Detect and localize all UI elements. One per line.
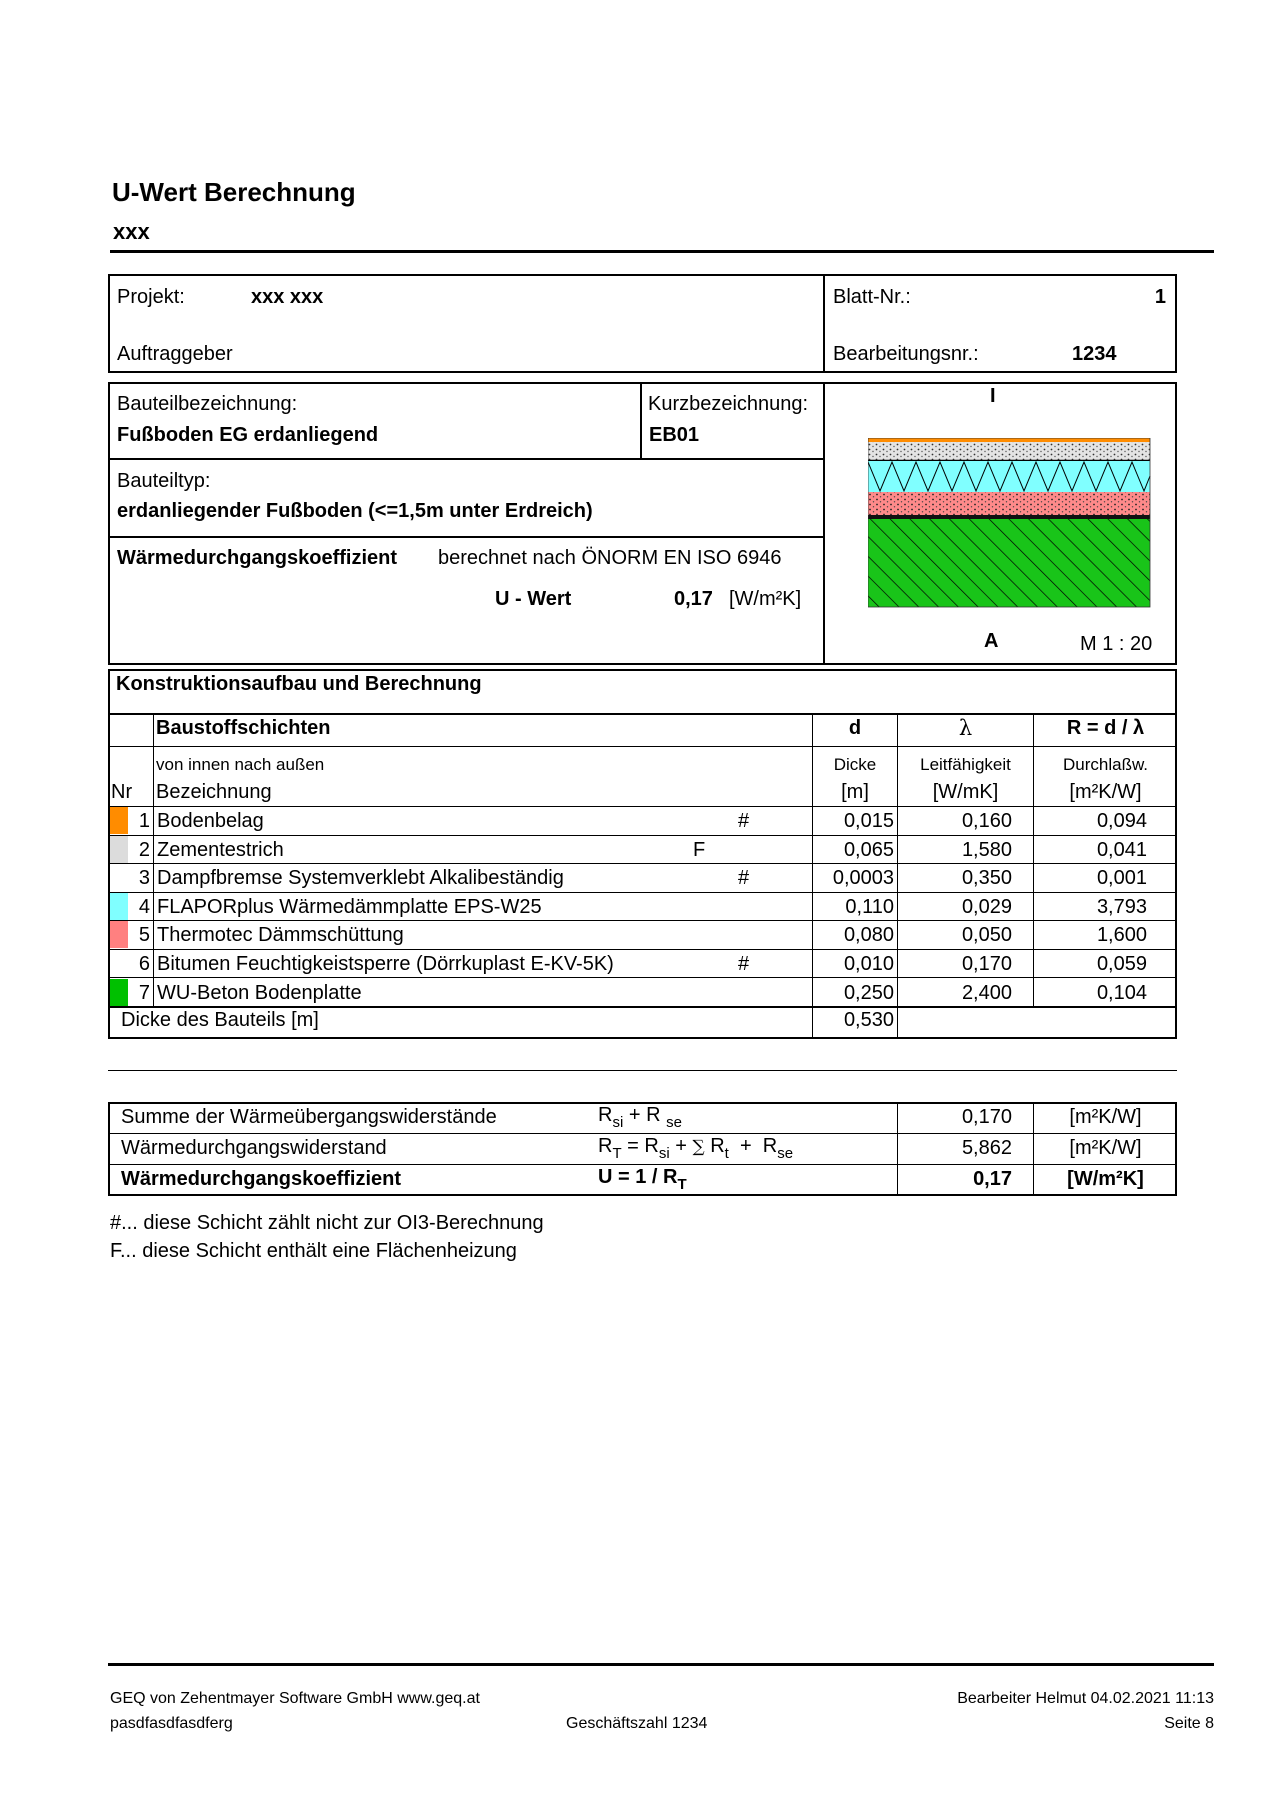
layer-thickness: 0,015 xyxy=(843,810,894,832)
layer-resistance: 0,041 xyxy=(1096,839,1147,861)
layer-conductivity: 0,029 xyxy=(961,896,1012,918)
layer-name: Bitumen Feuchtigkeistsperre (Dörrkuplast E-KV-5K) xyxy=(157,953,614,975)
kurz-divider xyxy=(640,382,642,459)
footer-rule xyxy=(108,1663,1214,1666)
auftraggeber-label: Auftraggeber xyxy=(117,343,233,365)
layer-nr: 3 xyxy=(138,867,150,889)
layer-color-swatch xyxy=(110,921,128,948)
layer-name: Dampfbremse Systemverklebt Alkalibeständig xyxy=(157,867,564,889)
footer-bearbeiter: Bearbeiter Helmut 04.02.2021 11:13 xyxy=(957,1690,1214,1707)
layer-nr: 4 xyxy=(138,896,150,918)
layer-nr: 6 xyxy=(138,953,150,975)
layer-flag-heizung: F xyxy=(693,839,706,861)
rt-label: Wärmedurchgangswiderstand xyxy=(121,1137,387,1159)
blatt-value: 1 xyxy=(1154,286,1166,308)
layer-thickness: 0,065 xyxy=(843,839,894,861)
component-divider xyxy=(823,382,825,665)
note-oi3: #... diese Schicht zählt nicht zur OI3-Berechnung xyxy=(110,1212,544,1234)
unit-lambda: [W/mK] xyxy=(932,781,999,803)
layer-flag-oi3: # xyxy=(738,953,750,975)
summe-value: 0,170 xyxy=(961,1106,1012,1128)
layer-color-swatch xyxy=(110,864,128,891)
layer-conductivity: 1,580 xyxy=(961,839,1012,861)
layer-thickness: 0,080 xyxy=(843,924,894,946)
bez-rule xyxy=(108,458,824,460)
rt-value: 5,862 xyxy=(961,1137,1012,1159)
projekt-value: xxx xxx xyxy=(251,286,324,308)
unit-d: [m] xyxy=(841,781,869,803)
layer-nr: 2 xyxy=(138,839,150,861)
layer-thickness: 0,110 xyxy=(845,896,894,918)
col-header-lambda: λ xyxy=(958,716,973,740)
layer-7-beton xyxy=(868,519,1150,607)
layer-resistance: 0,059 xyxy=(1096,953,1147,975)
layer-name: Zementestrich xyxy=(157,839,284,861)
col-header-r: R = d / λ xyxy=(1066,717,1145,739)
layer-resistance: 1,600 xyxy=(1096,924,1147,946)
layer-conductivity: 0,170 xyxy=(961,953,1012,975)
summe-label: Summe der Wärmeübergangswiderstände xyxy=(121,1106,497,1128)
col-header-leitfaehigkeit: Leitfähigkeit xyxy=(920,755,1011,774)
layer-nr: 7 xyxy=(138,982,150,1004)
diagram-bottom-label: A xyxy=(984,630,999,652)
bauteilbezeichnung-value: Fußboden EG erdanliegend xyxy=(117,424,379,446)
diagram-scale: M 1 : 20 xyxy=(1080,633,1153,655)
projekt-label: Projekt: xyxy=(117,286,185,308)
typ-rule xyxy=(108,536,824,538)
layer-name: Bodenbelag xyxy=(157,810,264,832)
layer-color-swatch xyxy=(110,950,128,977)
layer-2-zementestrich xyxy=(868,442,1150,460)
layer-color-swatch xyxy=(110,836,128,863)
project-divider xyxy=(823,274,825,373)
layer-thickness: 0,0003 xyxy=(832,867,894,889)
layer-conductivity: 0,160 xyxy=(961,810,1012,832)
table-title: Konstruktionsaufbau und Berechnung xyxy=(116,673,482,695)
footer-page: Seite 8 xyxy=(1164,1715,1214,1732)
layer-thickness: 0,010 xyxy=(843,953,894,975)
layer-thickness: 0,250 xyxy=(843,982,894,1004)
kurzbezeichnung-label: Kurzbezeichnung: xyxy=(648,393,809,415)
layer-conductivity: 0,050 xyxy=(961,924,1012,946)
page-title: U-Wert Berechnung xyxy=(112,177,356,207)
layer-conductivity: 2,400 xyxy=(961,982,1012,1004)
dicke-value: 0,530 xyxy=(843,1009,894,1031)
u-unit: [W/m²K] xyxy=(1067,1168,1144,1190)
u-wert-value: 0,17 xyxy=(674,588,713,610)
layer-5-daemmschuettung xyxy=(868,492,1150,515)
layer-color-swatch xyxy=(110,979,128,1006)
col-header-order: von innen nach außen xyxy=(156,755,325,774)
kurzbezeichnung-value: EB01 xyxy=(649,424,700,446)
footer-company: GEQ von Zehentmayer Software GmbH www.geq.at xyxy=(110,1690,480,1707)
calculation-method: berechnet nach ÖNORM EN ISO 6946 xyxy=(438,547,782,569)
col-header-durchlasswiderstand: Durchlaßw. xyxy=(1062,755,1149,774)
layer-nr: 1 xyxy=(138,810,150,832)
col-header-nr: Nr xyxy=(111,781,133,803)
header-rule xyxy=(110,250,1214,253)
bauteiltyp-value: erdanliegender Fußboden (<=1,5m unter Erdreich) xyxy=(117,500,593,522)
u-label: Wärmedurchgangskoeffizient xyxy=(121,1168,402,1190)
bearbeitungsnr-value: 1234 xyxy=(1072,343,1117,365)
layer-6-bitumen xyxy=(868,515,1150,519)
summe-unit: [m²K/W] xyxy=(1069,1106,1142,1128)
layer-resistance: 0,001 xyxy=(1096,867,1147,889)
bauteiltyp-label: Bauteiltyp: xyxy=(117,470,211,492)
dicke-label: Dicke des Bauteils [m] xyxy=(121,1009,319,1031)
u-wert-label: U - Wert xyxy=(495,588,572,610)
layer-nr: 5 xyxy=(138,924,150,946)
unit-r: [m²K/W] xyxy=(1069,781,1142,803)
rt-formula: $R_T = R_{si}$ + ∑ $R_t + R_{se}$ xyxy=(598,1135,794,1162)
layer-cross-section xyxy=(868,438,1154,610)
layer-name: WU-Beton Bodenplatte xyxy=(157,982,362,1004)
layer-color-swatch xyxy=(110,807,128,834)
layer-flag-oi3: # xyxy=(738,810,750,832)
waermedurchgangskoeffizient-label: Wärmedurchgangskoeffizient xyxy=(117,547,398,569)
diagram-top-label: I xyxy=(990,385,996,407)
layer-name: Thermotec Dämmschüttung xyxy=(157,924,404,946)
layer-resistance: 0,104 xyxy=(1096,982,1147,1004)
layer-resistance: 3,793 xyxy=(1096,896,1147,918)
bauteilbezeichnung-label: Bauteilbezeichnung: xyxy=(117,393,298,415)
col-header-bezeichnung: Bezeichnung xyxy=(156,781,272,803)
footer-left-2: pasdfasdfasdferg xyxy=(110,1715,233,1732)
layer-resistance: 0,094 xyxy=(1096,810,1147,832)
layer-name: FLAPORplus Wärmedämmplatte EPS-W25 xyxy=(157,896,542,918)
note-flaechenheizung: F... diese Schicht enthält eine Flächenheizung xyxy=(110,1240,517,1262)
layer-color-swatch xyxy=(110,893,128,920)
u-formula: $U = 1 / R_T$ xyxy=(598,1166,687,1193)
col-header-d: d xyxy=(848,717,862,739)
layer-flag-oi3: # xyxy=(738,867,750,889)
blatt-label: Blatt-Nr.: xyxy=(833,286,911,308)
footer-geschaeftszahl: Geschäftszahl 1234 xyxy=(566,1715,708,1732)
layer-conductivity: 0,350 xyxy=(961,867,1012,889)
layer-1-bodenbelag xyxy=(868,438,1150,442)
u-wert-unit: [W/m²K] xyxy=(729,588,802,610)
col-header-baustoffschichten: Baustoffschichten xyxy=(156,717,331,739)
summe-formula: $R_{si} + R$ $_{se}$ xyxy=(598,1104,682,1131)
rt-unit: [m²K/W] xyxy=(1069,1137,1142,1159)
bearbeitungsnr-label: Bearbeitungsnr.: xyxy=(833,343,979,365)
page-subtitle: xxx xyxy=(113,219,150,244)
u-value: 0,17 xyxy=(973,1168,1012,1190)
col-header-dicke: Dicke xyxy=(833,755,877,774)
